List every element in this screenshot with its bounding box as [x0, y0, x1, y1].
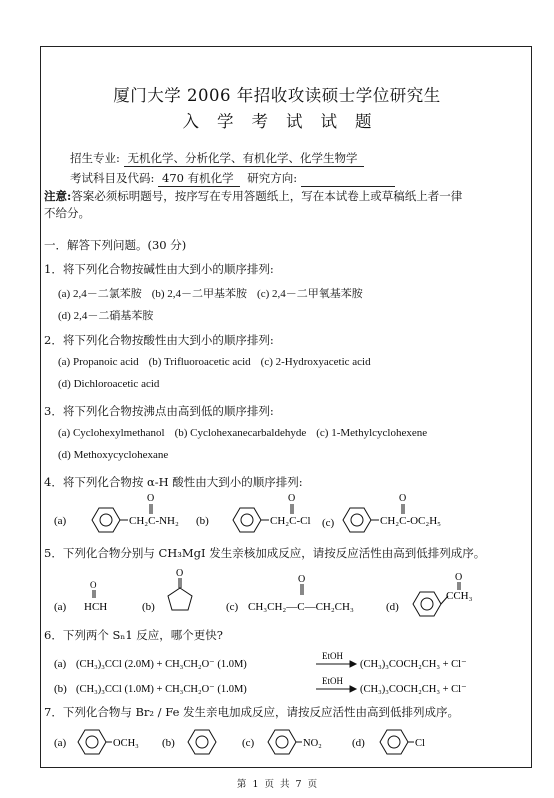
section-heading: 一．解答下列问题。(30 分) — [44, 238, 187, 252]
page-footer: 第 1 页 共 7 页 — [236, 779, 318, 790]
q7-c-label: (c) — [242, 737, 255, 749]
q4-c-oxygen: O — [399, 493, 407, 504]
direction-label: 研究方向: — [247, 171, 298, 185]
question-5-structures — [40, 566, 530, 618]
benzene-ring-icon — [92, 508, 120, 532]
question-3-stem: 3．将下列化合物按沸点由高到低的顺序排列: — [44, 404, 274, 418]
q6-b-solvent: EtOH — [322, 676, 343, 686]
q5-d-group: CCH₃ — [446, 590, 473, 602]
aromatic-circle-icon — [86, 736, 98, 748]
q7-a-label: (a) — [54, 737, 67, 749]
question-3-options-2: (d) Methoxycyclohexane — [58, 449, 169, 461]
q5-b-label: (b) — [142, 601, 155, 613]
benzene-ring-icon — [268, 730, 296, 754]
q4-c-group: CH₂C-OC₂H₅ — [380, 515, 442, 527]
note-text-1: 答案必须标明题号，按序写在专用答题纸上，写在本试卷上或草稿纸上者一律 — [71, 189, 463, 203]
aromatic-circle-icon — [388, 736, 400, 748]
q4-a-oxygen: O — [147, 493, 155, 504]
benzene-ring-icon — [380, 730, 408, 754]
q5-a-group: HCH — [84, 601, 108, 613]
q6-a-solvent: EtOH — [322, 651, 343, 661]
question-5-stem: 5．下列化合物分别与 CH₃MgI 发生亲核加成反应，请按反应活性由高到低排列成序。 — [44, 546, 486, 560]
q6-a-label: (a) — [54, 658, 67, 670]
q5-b-oxygen: O — [176, 568, 184, 579]
q7-a-group: OCH₃ — [113, 738, 139, 749]
q5-d-label: (d) — [386, 601, 399, 613]
q6-b-reactants: (CH₃)₃CCl (1.0M) + CH₃CH₂O⁻ (1.0M) — [76, 684, 247, 695]
note-line-2: 不给分。 — [44, 206, 90, 220]
question-2-options-2: (d) Dichloroacetic acid — [58, 378, 160, 390]
benzene-ring-icon — [188, 730, 216, 754]
question-4-stem: 4．将下列化合物按 α-H 酸性由大到小的顺序排列: — [44, 475, 303, 489]
q5-a-label: (a) — [54, 601, 67, 613]
question-6-reactions — [40, 645, 530, 697]
q7-d-group: Cl — [415, 738, 425, 749]
q7-c-group: NO₂ — [303, 738, 322, 749]
question-1-options-1: (a) 2,4－二氯苯胺 (b) 2,4－二甲基苯胺 (c) 2,4－二甲氧基苯胺 — [58, 288, 363, 300]
note-line-1 — [44, 188, 462, 204]
aromatic-circle-icon — [241, 514, 253, 526]
exam-subtitle: 入 学 考 试 试 题 — [182, 112, 372, 131]
aromatic-circle-icon — [276, 736, 288, 748]
major-value: 无机化学、分析化学、有机化学、化学生物学 — [124, 150, 364, 167]
subject-line — [70, 170, 395, 187]
q4-a-label: (a) — [54, 515, 67, 527]
major-line — [70, 150, 364, 167]
benzene-ring-icon — [233, 508, 261, 532]
q4-b-group: CH₂C-Cl — [270, 515, 311, 527]
exam-title: 厦门大学 2006 年招收攻读硕士学位研究生 — [113, 86, 441, 105]
question-7-structures — [40, 722, 530, 762]
aromatic-circle-icon — [351, 514, 363, 526]
benzene-ring-icon — [78, 730, 106, 754]
question-1-options-2: (d) 2,4－二硝基苯胺 — [58, 310, 154, 322]
question-1-stem: 1．将下列化合物按碱性由大到小的顺序排列: — [44, 262, 274, 276]
q4-b-label: (b) — [196, 515, 209, 527]
q5-c-label: (c) — [226, 601, 239, 613]
q4-c-label: (c) — [322, 517, 335, 529]
aromatic-circle-icon — [196, 736, 208, 748]
q6-b-label: (b) — [54, 683, 67, 695]
question-6-stem: 6．下列两个 Sₙ1 反应，哪个更快? — [44, 628, 223, 642]
aromatic-circle-icon — [421, 598, 433, 610]
q5-c-oxygen: O — [298, 574, 306, 585]
q5-d-oxygen: O — [455, 572, 463, 583]
q6-a-reactants: (CH₃)₃CCl (2.0M) + CH₃CH₂O⁻ (1.0M) — [76, 659, 247, 670]
major-label: 招生专业: — [70, 151, 120, 165]
q7-d-label: (d) — [352, 737, 365, 749]
question-2-stem: 2．将下列化合物按酸性由大到小的顺序排列: — [44, 333, 274, 347]
q6-a-products: (CH₃)₃COCH₂CH₃ + Cl⁻ — [360, 659, 467, 670]
q4-b-oxygen: O — [288, 493, 296, 504]
q4-a-group: CH₂C-NH₂ — [129, 515, 179, 527]
benzene-ring-icon — [343, 508, 371, 532]
note-label: 注意: — [44, 189, 72, 203]
q7-b-label: (b) — [162, 737, 175, 749]
direction-blank — [301, 174, 395, 187]
q5-a-oxygen: O — [90, 580, 97, 590]
question-2-options-1: (a) Propanoic acid (b) Trifluoroacetic acid (c) 2-Hydroxyacetic acid — [58, 356, 371, 368]
cyclopentane-ring-icon — [168, 588, 192, 610]
subject-label: 考试科目及代码: — [70, 171, 155, 185]
subject-value: 470 有机化学 — [158, 170, 240, 187]
q5-c-group: CH₃CH₂—C—CH₂CH₃ — [248, 601, 354, 613]
question-7-stem: 7．下列化合物与 Br₂ / Fe 发生亲电加成反应，请按反应活性由高到低排列成序。 — [44, 705, 460, 719]
question-4-structures — [40, 490, 530, 536]
aromatic-circle-icon — [100, 514, 112, 526]
question-3-options-1: (a) Cyclohexylmethanol (b) Cyclohexanecarbaldehyde (c) 1-Methylcyclohexene — [58, 427, 428, 439]
benzene-ring-icon — [413, 592, 441, 616]
q6-b-products: (CH₃)₃COCH₂CH₃ + Cl⁻ — [360, 684, 467, 695]
